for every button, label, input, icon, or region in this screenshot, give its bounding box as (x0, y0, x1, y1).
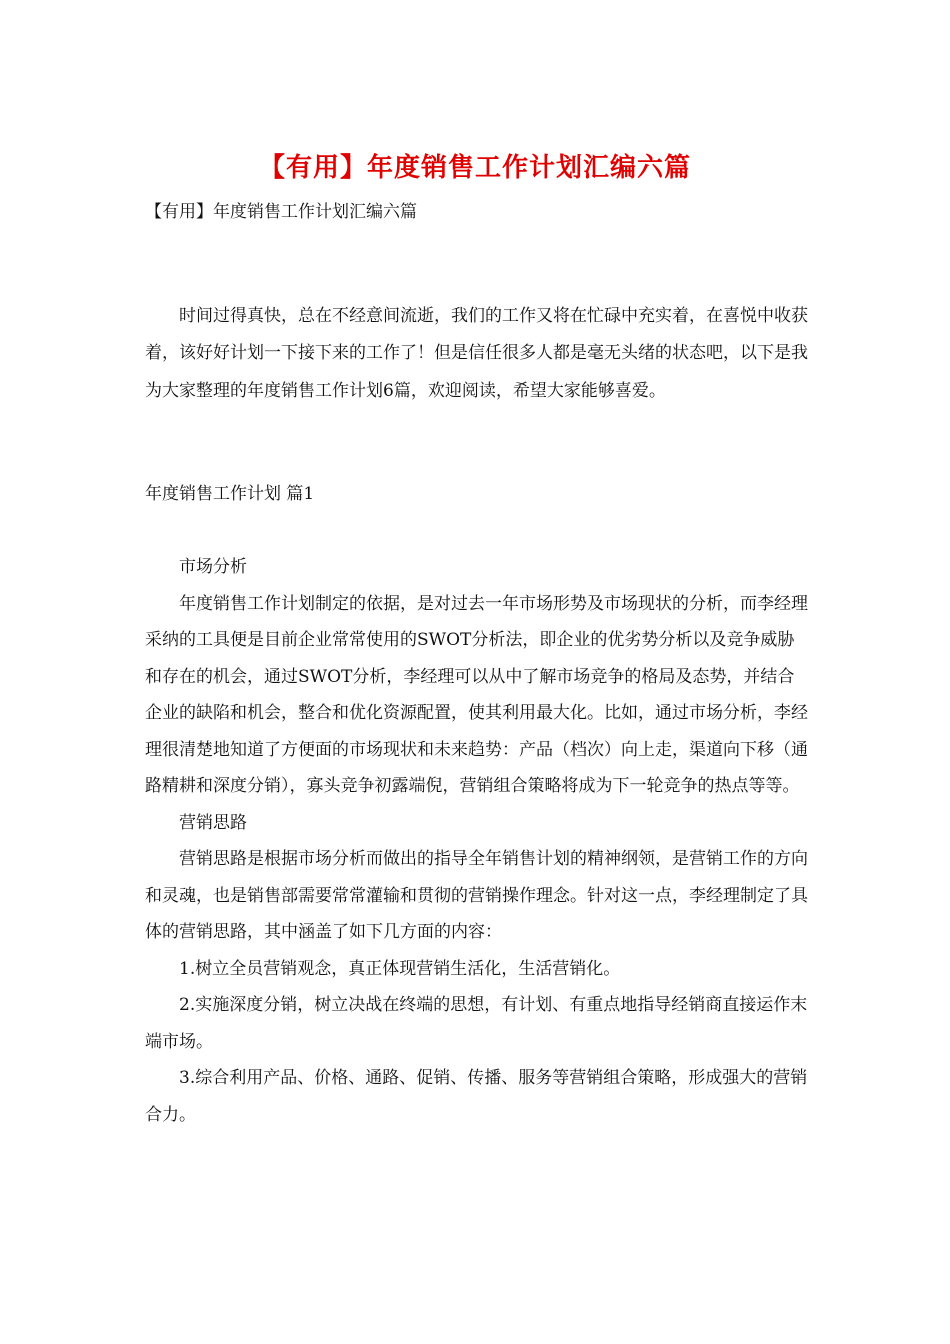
document-subtitle: 【有用】年度销售工作计划汇编六篇 (145, 202, 417, 222)
paragraph-marketing-idea: 营销思路是根据市场分析而做出的指导全年销售计划的精神纲领，是营销工作的方向和灵魂，也是销售部需要常常灌输和贯彻的营销操作理念。针对这一点，李经理制定了具体的营销思路，其中涵盖了如下几方面的内容： (145, 849, 808, 942)
list-item: 2.实施深度分销，树立决战在终端的思想，有计划、有重点地指导经销商直接运作末端市场。 (145, 995, 808, 1052)
list-item: 3.综合利用产品、价格、通路、促销、传播、服务等营销组合策略，形成强大的营销合力。 (145, 1068, 808, 1125)
section-heading: 年度销售工作计划 篇1 (145, 484, 315, 504)
intro-paragraph: 时间过得真快，总在不经意间流逝，我们的工作又将在忙碌中充实着，在喜悦中收获着，该好好计划一下接下来的工作了！但是信任很多人都是毫无头绪的状态吧，以下是我为大家整理的年度销售工作计划6篇，欢迎阅读，希望大家能够喜爱。 (145, 306, 808, 401)
paragraph-marketing-idea-heading: 营销思路 (179, 812, 247, 833)
intro-block (145, 298, 810, 410)
document-title: 【有用】年度销售工作计划汇编六篇 (258, 153, 691, 183)
list-item: 1.树立全员营销观念，真正体现营销生活化，生活营销化。 (179, 958, 621, 979)
paragraph-market-analysis: 年度销售工作计划制定的依据，是对过去一年市场形势及市场现状的分析，而李经理采纳的工具便是目前企业常常使用的SWOT分析法，即企业的优劣势分析以及竞争威胁和存在的机会，通过SWOT分析，李经理可以从中了解市场竞争的格局及态势，并结合企业的缺陷和机会，整合和优化资源配置，使其利用最大化。比如，通过市场分析，李经理很清楚地知道了方便面的市场现状和未来趋势：产品（档次）向上走，渠道向下移（通路精耕和深度分销），寡头竞争初露端倪，营销组合策略将成为下一轮竞争的热点等等。 (145, 593, 808, 796)
section-body (145, 549, 810, 1133)
paragraph-market-analysis-heading: 市场分析 (179, 557, 247, 577)
